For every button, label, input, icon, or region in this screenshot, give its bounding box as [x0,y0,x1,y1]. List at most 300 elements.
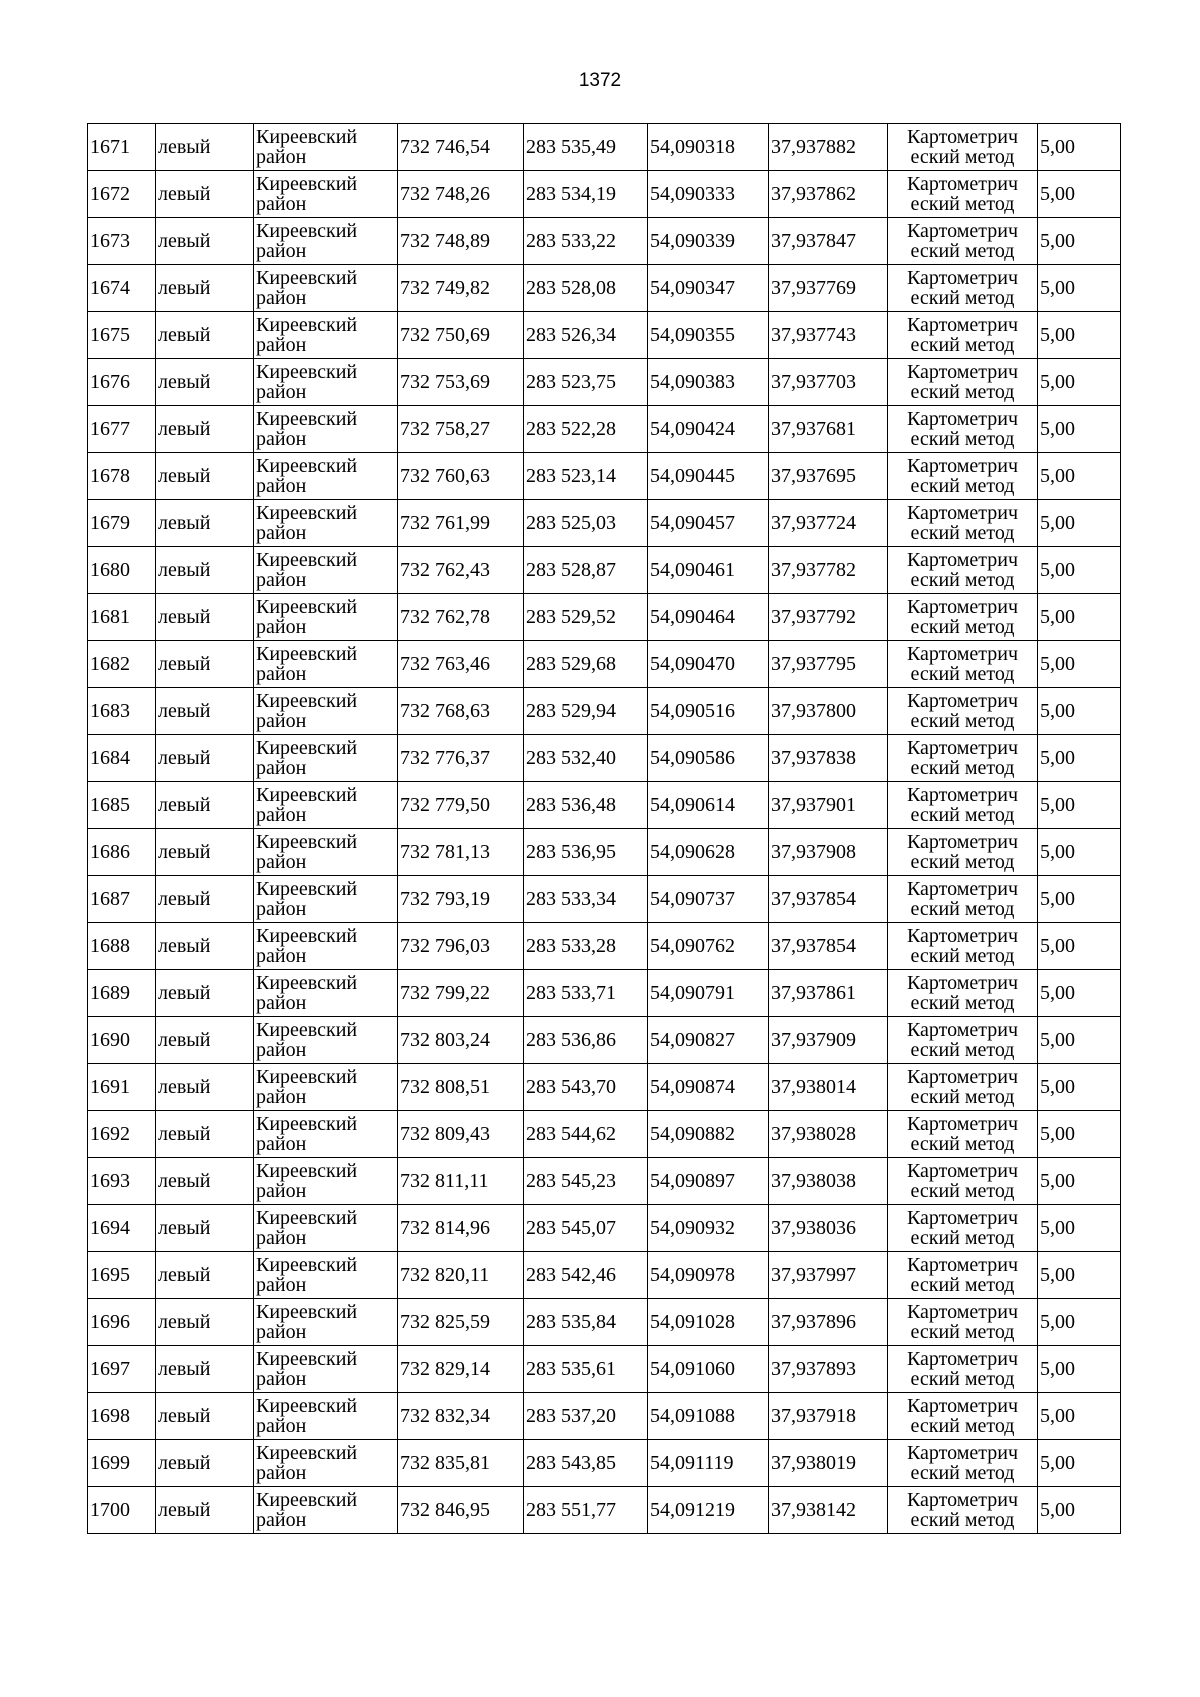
table-row [88,218,1121,265]
cell-number: 1673 [88,218,156,265]
cell-side: левый [156,876,254,923]
cell-y-coordinate: 283 532,40 [524,735,648,782]
table-row [88,171,1121,218]
cell-method: Картометрич еский метод [888,406,1038,453]
cell-longitude: 37,937918 [769,1393,888,1440]
cell-longitude: 37,937847 [769,218,888,265]
cell-accuracy: 5,00 [1038,1111,1121,1158]
cell-district: Киреевский район [254,641,398,688]
cell-accuracy: 5,00 [1038,829,1121,876]
cell-method: Картометрич еский метод [888,547,1038,594]
table-row [88,547,1121,594]
cell-y-coordinate: 283 543,70 [524,1064,648,1111]
cell-latitude: 54,090586 [648,735,769,782]
cell-accuracy: 5,00 [1038,688,1121,735]
cell-number: 1696 [88,1299,156,1346]
cell-number: 1675 [88,312,156,359]
cell-district: Киреевский район [254,406,398,453]
cell-accuracy: 5,00 [1038,547,1121,594]
cell-number: 1677 [88,406,156,453]
cell-method: Картометрич еский метод [888,218,1038,265]
cell-latitude: 54,091088 [648,1393,769,1440]
cell-number: 1688 [88,923,156,970]
cell-y-coordinate: 283 525,03 [524,500,648,547]
cell-longitude: 37,937695 [769,453,888,500]
cell-method: Картометрич еский метод [888,359,1038,406]
cell-y-coordinate: 283 535,61 [524,1346,648,1393]
cell-side: левый [156,1487,254,1534]
cell-district: Киреевский район [254,1111,398,1158]
cell-district: Киреевский район [254,124,398,171]
cell-accuracy: 5,00 [1038,735,1121,782]
cell-x-coordinate: 732 748,26 [398,171,524,218]
table-row [88,876,1121,923]
cell-y-coordinate: 283 522,28 [524,406,648,453]
cell-y-coordinate: 283 529,68 [524,641,648,688]
cell-accuracy: 5,00 [1038,265,1121,312]
cell-method: Картометрич еский метод [888,1487,1038,1534]
table-body [88,124,1121,1534]
cell-longitude: 37,937882 [769,124,888,171]
cell-accuracy: 5,00 [1038,171,1121,218]
cell-x-coordinate: 732 793,19 [398,876,524,923]
cell-side: левый [156,1346,254,1393]
cell-x-coordinate: 732 809,43 [398,1111,524,1158]
cell-side: левый [156,453,254,500]
cell-x-coordinate: 732 762,43 [398,547,524,594]
cell-side: левый [156,312,254,359]
cell-side: левый [156,641,254,688]
cell-latitude: 54,090318 [648,124,769,171]
cell-district: Киреевский район [254,171,398,218]
cell-y-coordinate: 283 529,52 [524,594,648,641]
cell-number: 1692 [88,1111,156,1158]
cell-latitude: 54,090424 [648,406,769,453]
cell-longitude: 37,938036 [769,1205,888,1252]
cell-district: Киреевский район [254,1393,398,1440]
cell-latitude: 54,090339 [648,218,769,265]
cell-latitude: 54,090445 [648,453,769,500]
cell-x-coordinate: 732 811,11 [398,1158,524,1205]
cell-district: Киреевский район [254,782,398,829]
cell-x-coordinate: 732 808,51 [398,1064,524,1111]
cell-number: 1672 [88,171,156,218]
cell-longitude: 37,937854 [769,876,888,923]
cell-side: левый [156,265,254,312]
cell-accuracy: 5,00 [1038,1393,1121,1440]
cell-longitude: 37,938142 [769,1487,888,1534]
cell-side: левый [156,547,254,594]
cell-longitude: 37,937854 [769,923,888,970]
cell-district: Киреевский район [254,1064,398,1111]
table-row [88,1252,1121,1299]
cell-side: левый [156,1064,254,1111]
cell-district: Киреевский район [254,1440,398,1487]
cell-longitude: 37,938038 [769,1158,888,1205]
cell-longitude: 37,937862 [769,171,888,218]
cell-number: 1691 [88,1064,156,1111]
cell-accuracy: 5,00 [1038,1346,1121,1393]
cell-longitude: 37,937703 [769,359,888,406]
cell-method: Картометрич еский метод [888,500,1038,547]
cell-x-coordinate: 732 814,96 [398,1205,524,1252]
cell-side: левый [156,124,254,171]
cell-district: Киреевский район [254,1346,398,1393]
cell-district: Киреевский район [254,1205,398,1252]
table-row [88,406,1121,453]
cell-latitude: 54,090978 [648,1252,769,1299]
cell-latitude: 54,090874 [648,1064,769,1111]
cell-district: Киреевский район [254,1252,398,1299]
cell-y-coordinate: 283 535,84 [524,1299,648,1346]
coordinates-table [87,123,1121,1534]
cell-y-coordinate: 283 523,75 [524,359,648,406]
cell-number: 1684 [88,735,156,782]
cell-latitude: 54,090762 [648,923,769,970]
cell-accuracy: 5,00 [1038,124,1121,171]
cell-accuracy: 5,00 [1038,641,1121,688]
cell-longitude: 37,937909 [769,1017,888,1064]
cell-y-coordinate: 283 523,14 [524,453,648,500]
cell-x-coordinate: 732 779,50 [398,782,524,829]
cell-method: Картометрич еский метод [888,829,1038,876]
cell-longitude: 37,937997 [769,1252,888,1299]
table-row [88,500,1121,547]
cell-number: 1678 [88,453,156,500]
cell-x-coordinate: 732 796,03 [398,923,524,970]
table-row [88,124,1121,171]
cell-method: Картометрич еский метод [888,265,1038,312]
cell-x-coordinate: 732 762,78 [398,594,524,641]
cell-longitude: 37,937838 [769,735,888,782]
cell-latitude: 54,090470 [648,641,769,688]
table-row [88,782,1121,829]
cell-y-coordinate: 283 544,62 [524,1111,648,1158]
cell-side: левый [156,171,254,218]
cell-number: 1680 [88,547,156,594]
cell-y-coordinate: 283 528,87 [524,547,648,594]
cell-number: 1689 [88,970,156,1017]
cell-y-coordinate: 283 536,48 [524,782,648,829]
cell-x-coordinate: 732 746,54 [398,124,524,171]
cell-x-coordinate: 732 760,63 [398,453,524,500]
cell-y-coordinate: 283 537,20 [524,1393,648,1440]
cell-longitude: 37,937724 [769,500,888,547]
cell-x-coordinate: 732 761,99 [398,500,524,547]
table-row [88,688,1121,735]
cell-method: Картометрич еский метод [888,171,1038,218]
cell-latitude: 54,090882 [648,1111,769,1158]
table-row [88,1440,1121,1487]
cell-y-coordinate: 283 533,28 [524,923,648,970]
cell-side: левый [156,359,254,406]
cell-side: левый [156,923,254,970]
table-row [88,1017,1121,1064]
cell-method: Картометрич еский метод [888,594,1038,641]
cell-district: Киреевский район [254,312,398,359]
cell-number: 1695 [88,1252,156,1299]
cell-accuracy: 5,00 [1038,1064,1121,1111]
cell-side: левый [156,594,254,641]
table-row [88,1346,1121,1393]
cell-side: левый [156,1252,254,1299]
cell-y-coordinate: 283 543,85 [524,1440,648,1487]
cell-method: Картометрич еский метод [888,312,1038,359]
cell-longitude: 37,937769 [769,265,888,312]
cell-latitude: 54,091119 [648,1440,769,1487]
cell-side: левый [156,829,254,876]
table-row [88,641,1121,688]
cell-accuracy: 5,00 [1038,1440,1121,1487]
table-row [88,1299,1121,1346]
cell-x-coordinate: 732 758,27 [398,406,524,453]
cell-district: Киреевский район [254,970,398,1017]
cell-y-coordinate: 283 529,94 [524,688,648,735]
cell-x-coordinate: 732 803,24 [398,1017,524,1064]
cell-number: 1699 [88,1440,156,1487]
cell-accuracy: 5,00 [1038,923,1121,970]
cell-accuracy: 5,00 [1038,594,1121,641]
cell-district: Киреевский район [254,923,398,970]
cell-longitude: 37,937743 [769,312,888,359]
cell-district: Киреевский район [254,876,398,923]
cell-number: 1694 [88,1205,156,1252]
cell-longitude: 37,937893 [769,1346,888,1393]
cell-accuracy: 5,00 [1038,359,1121,406]
cell-latitude: 54,091219 [648,1487,769,1534]
cell-side: левый [156,500,254,547]
cell-latitude: 54,090897 [648,1158,769,1205]
cell-number: 1686 [88,829,156,876]
cell-district: Киреевский район [254,735,398,782]
cell-number: 1697 [88,1346,156,1393]
cell-method: Картометрич еский метод [888,1017,1038,1064]
cell-y-coordinate: 283 533,22 [524,218,648,265]
cell-x-coordinate: 732 846,95 [398,1487,524,1534]
cell-latitude: 54,091060 [648,1346,769,1393]
cell-side: левый [156,1393,254,1440]
cell-longitude: 37,937800 [769,688,888,735]
cell-latitude: 54,090614 [648,782,769,829]
cell-accuracy: 5,00 [1038,218,1121,265]
cell-method: Картометрич еский метод [888,453,1038,500]
cell-longitude: 37,937681 [769,406,888,453]
cell-x-coordinate: 732 825,59 [398,1299,524,1346]
table-row [88,1111,1121,1158]
cell-method: Картометрич еский метод [888,688,1038,735]
cell-x-coordinate: 732 748,89 [398,218,524,265]
cell-accuracy: 5,00 [1038,500,1121,547]
cell-side: левый [156,970,254,1017]
cell-district: Киреевский район [254,359,398,406]
cell-side: левый [156,1299,254,1346]
cell-latitude: 54,090827 [648,1017,769,1064]
cell-y-coordinate: 283 534,19 [524,171,648,218]
cell-method: Картометрич еский метод [888,1064,1038,1111]
cell-latitude: 54,090628 [648,829,769,876]
cell-latitude: 54,090355 [648,312,769,359]
cell-side: левый [156,406,254,453]
cell-accuracy: 5,00 [1038,876,1121,923]
table-row [88,1205,1121,1252]
cell-accuracy: 5,00 [1038,1252,1121,1299]
cell-method: Картометрич еский метод [888,970,1038,1017]
cell-district: Киреевский район [254,688,398,735]
cell-method: Картометрич еский метод [888,124,1038,171]
cell-accuracy: 5,00 [1038,1205,1121,1252]
cell-x-coordinate: 732 781,13 [398,829,524,876]
cell-y-coordinate: 283 533,71 [524,970,648,1017]
table-row [88,970,1121,1017]
cell-district: Киреевский район [254,1487,398,1534]
cell-x-coordinate: 732 832,34 [398,1393,524,1440]
cell-latitude: 54,090516 [648,688,769,735]
cell-number: 1683 [88,688,156,735]
table-row [88,1487,1121,1534]
cell-longitude: 37,937782 [769,547,888,594]
cell-x-coordinate: 732 776,37 [398,735,524,782]
cell-number: 1698 [88,1393,156,1440]
cell-y-coordinate: 283 536,95 [524,829,648,876]
cell-latitude: 54,090333 [648,171,769,218]
cell-x-coordinate: 732 799,22 [398,970,524,1017]
cell-accuracy: 5,00 [1038,1299,1121,1346]
cell-longitude: 37,937861 [769,970,888,1017]
cell-number: 1693 [88,1158,156,1205]
cell-number: 1687 [88,876,156,923]
table-row [88,453,1121,500]
page-number: 1372 [578,70,622,91]
cell-side: левый [156,782,254,829]
cell-district: Киреевский район [254,1299,398,1346]
table-row [88,1064,1121,1111]
cell-method: Картометрич еский метод [888,1158,1038,1205]
cell-latitude: 54,090791 [648,970,769,1017]
cell-y-coordinate: 283 551,77 [524,1487,648,1534]
cell-x-coordinate: 732 768,63 [398,688,524,735]
cell-side: левый [156,735,254,782]
table-row [88,923,1121,970]
cell-number: 1679 [88,500,156,547]
cell-latitude: 54,090737 [648,876,769,923]
table-row [88,1158,1121,1205]
cell-method: Картометрич еский метод [888,1111,1038,1158]
cell-number: 1690 [88,1017,156,1064]
cell-y-coordinate: 283 545,07 [524,1205,648,1252]
cell-y-coordinate: 283 528,08 [524,265,648,312]
table-row [88,312,1121,359]
cell-latitude: 54,090932 [648,1205,769,1252]
cell-x-coordinate: 732 750,69 [398,312,524,359]
cell-side: левый [156,1017,254,1064]
table-row [88,359,1121,406]
cell-side: левый [156,1205,254,1252]
cell-y-coordinate: 283 526,34 [524,312,648,359]
table-row [88,735,1121,782]
cell-district: Киреевский район [254,265,398,312]
cell-x-coordinate: 732 835,81 [398,1440,524,1487]
cell-accuracy: 5,00 [1038,1487,1121,1534]
cell-number: 1685 [88,782,156,829]
cell-y-coordinate: 283 545,23 [524,1158,648,1205]
table-row [88,1393,1121,1440]
cell-y-coordinate: 283 533,34 [524,876,648,923]
cell-accuracy: 5,00 [1038,1158,1121,1205]
cell-method: Картометрич еский метод [888,1393,1038,1440]
cell-method: Картометрич еский метод [888,735,1038,782]
cell-longitude: 37,938019 [769,1440,888,1487]
cell-method: Картометрич еский метод [888,1440,1038,1487]
cell-longitude: 37,937896 [769,1299,888,1346]
cell-district: Киреевский район [254,547,398,594]
cell-y-coordinate: 283 542,46 [524,1252,648,1299]
cell-x-coordinate: 732 753,69 [398,359,524,406]
table-row [88,594,1121,641]
cell-method: Картометрич еский метод [888,923,1038,970]
cell-district: Киреевский район [254,594,398,641]
cell-district: Киреевский район [254,1158,398,1205]
cell-latitude: 54,090461 [648,547,769,594]
cell-latitude: 54,091028 [648,1299,769,1346]
cell-number: 1671 [88,124,156,171]
cell-accuracy: 5,00 [1038,406,1121,453]
cell-side: левый [156,688,254,735]
cell-side: левый [156,1158,254,1205]
cell-number: 1682 [88,641,156,688]
cell-accuracy: 5,00 [1038,1017,1121,1064]
cell-x-coordinate: 732 763,46 [398,641,524,688]
cell-latitude: 54,090457 [648,500,769,547]
cell-accuracy: 5,00 [1038,782,1121,829]
cell-latitude: 54,090347 [648,265,769,312]
cell-longitude: 37,937792 [769,594,888,641]
cell-longitude: 37,937901 [769,782,888,829]
cell-longitude: 37,937795 [769,641,888,688]
cell-accuracy: 5,00 [1038,970,1121,1017]
cell-district: Киреевский район [254,500,398,547]
cell-accuracy: 5,00 [1038,453,1121,500]
cell-latitude: 54,090383 [648,359,769,406]
cell-district: Киреевский район [254,218,398,265]
cell-side: левый [156,218,254,265]
cell-y-coordinate: 283 536,86 [524,1017,648,1064]
cell-number: 1681 [88,594,156,641]
cell-method: Картометрич еский метод [888,641,1038,688]
cell-number: 1674 [88,265,156,312]
cell-district: Киреевский район [254,1017,398,1064]
cell-longitude: 37,938028 [769,1111,888,1158]
cell-number: 1676 [88,359,156,406]
cell-method: Картометрич еский метод [888,1299,1038,1346]
cell-method: Картометрич еский метод [888,1346,1038,1393]
cell-longitude: 37,938014 [769,1064,888,1111]
cell-x-coordinate: 732 829,14 [398,1346,524,1393]
table-row [88,265,1121,312]
cell-method: Картометрич еский метод [888,1205,1038,1252]
cell-method: Картометрич еский метод [888,782,1038,829]
cell-x-coordinate: 732 820,11 [398,1252,524,1299]
cell-y-coordinate: 283 535,49 [524,124,648,171]
cell-method: Картометрич еский метод [888,1252,1038,1299]
cell-accuracy: 5,00 [1038,312,1121,359]
cell-latitude: 54,090464 [648,594,769,641]
cell-number: 1700 [88,1487,156,1534]
cell-side: левый [156,1440,254,1487]
cell-district: Киреевский район [254,829,398,876]
cell-method: Картометрич еский метод [888,876,1038,923]
cell-longitude: 37,937908 [769,829,888,876]
cell-district: Киреевский район [254,453,398,500]
